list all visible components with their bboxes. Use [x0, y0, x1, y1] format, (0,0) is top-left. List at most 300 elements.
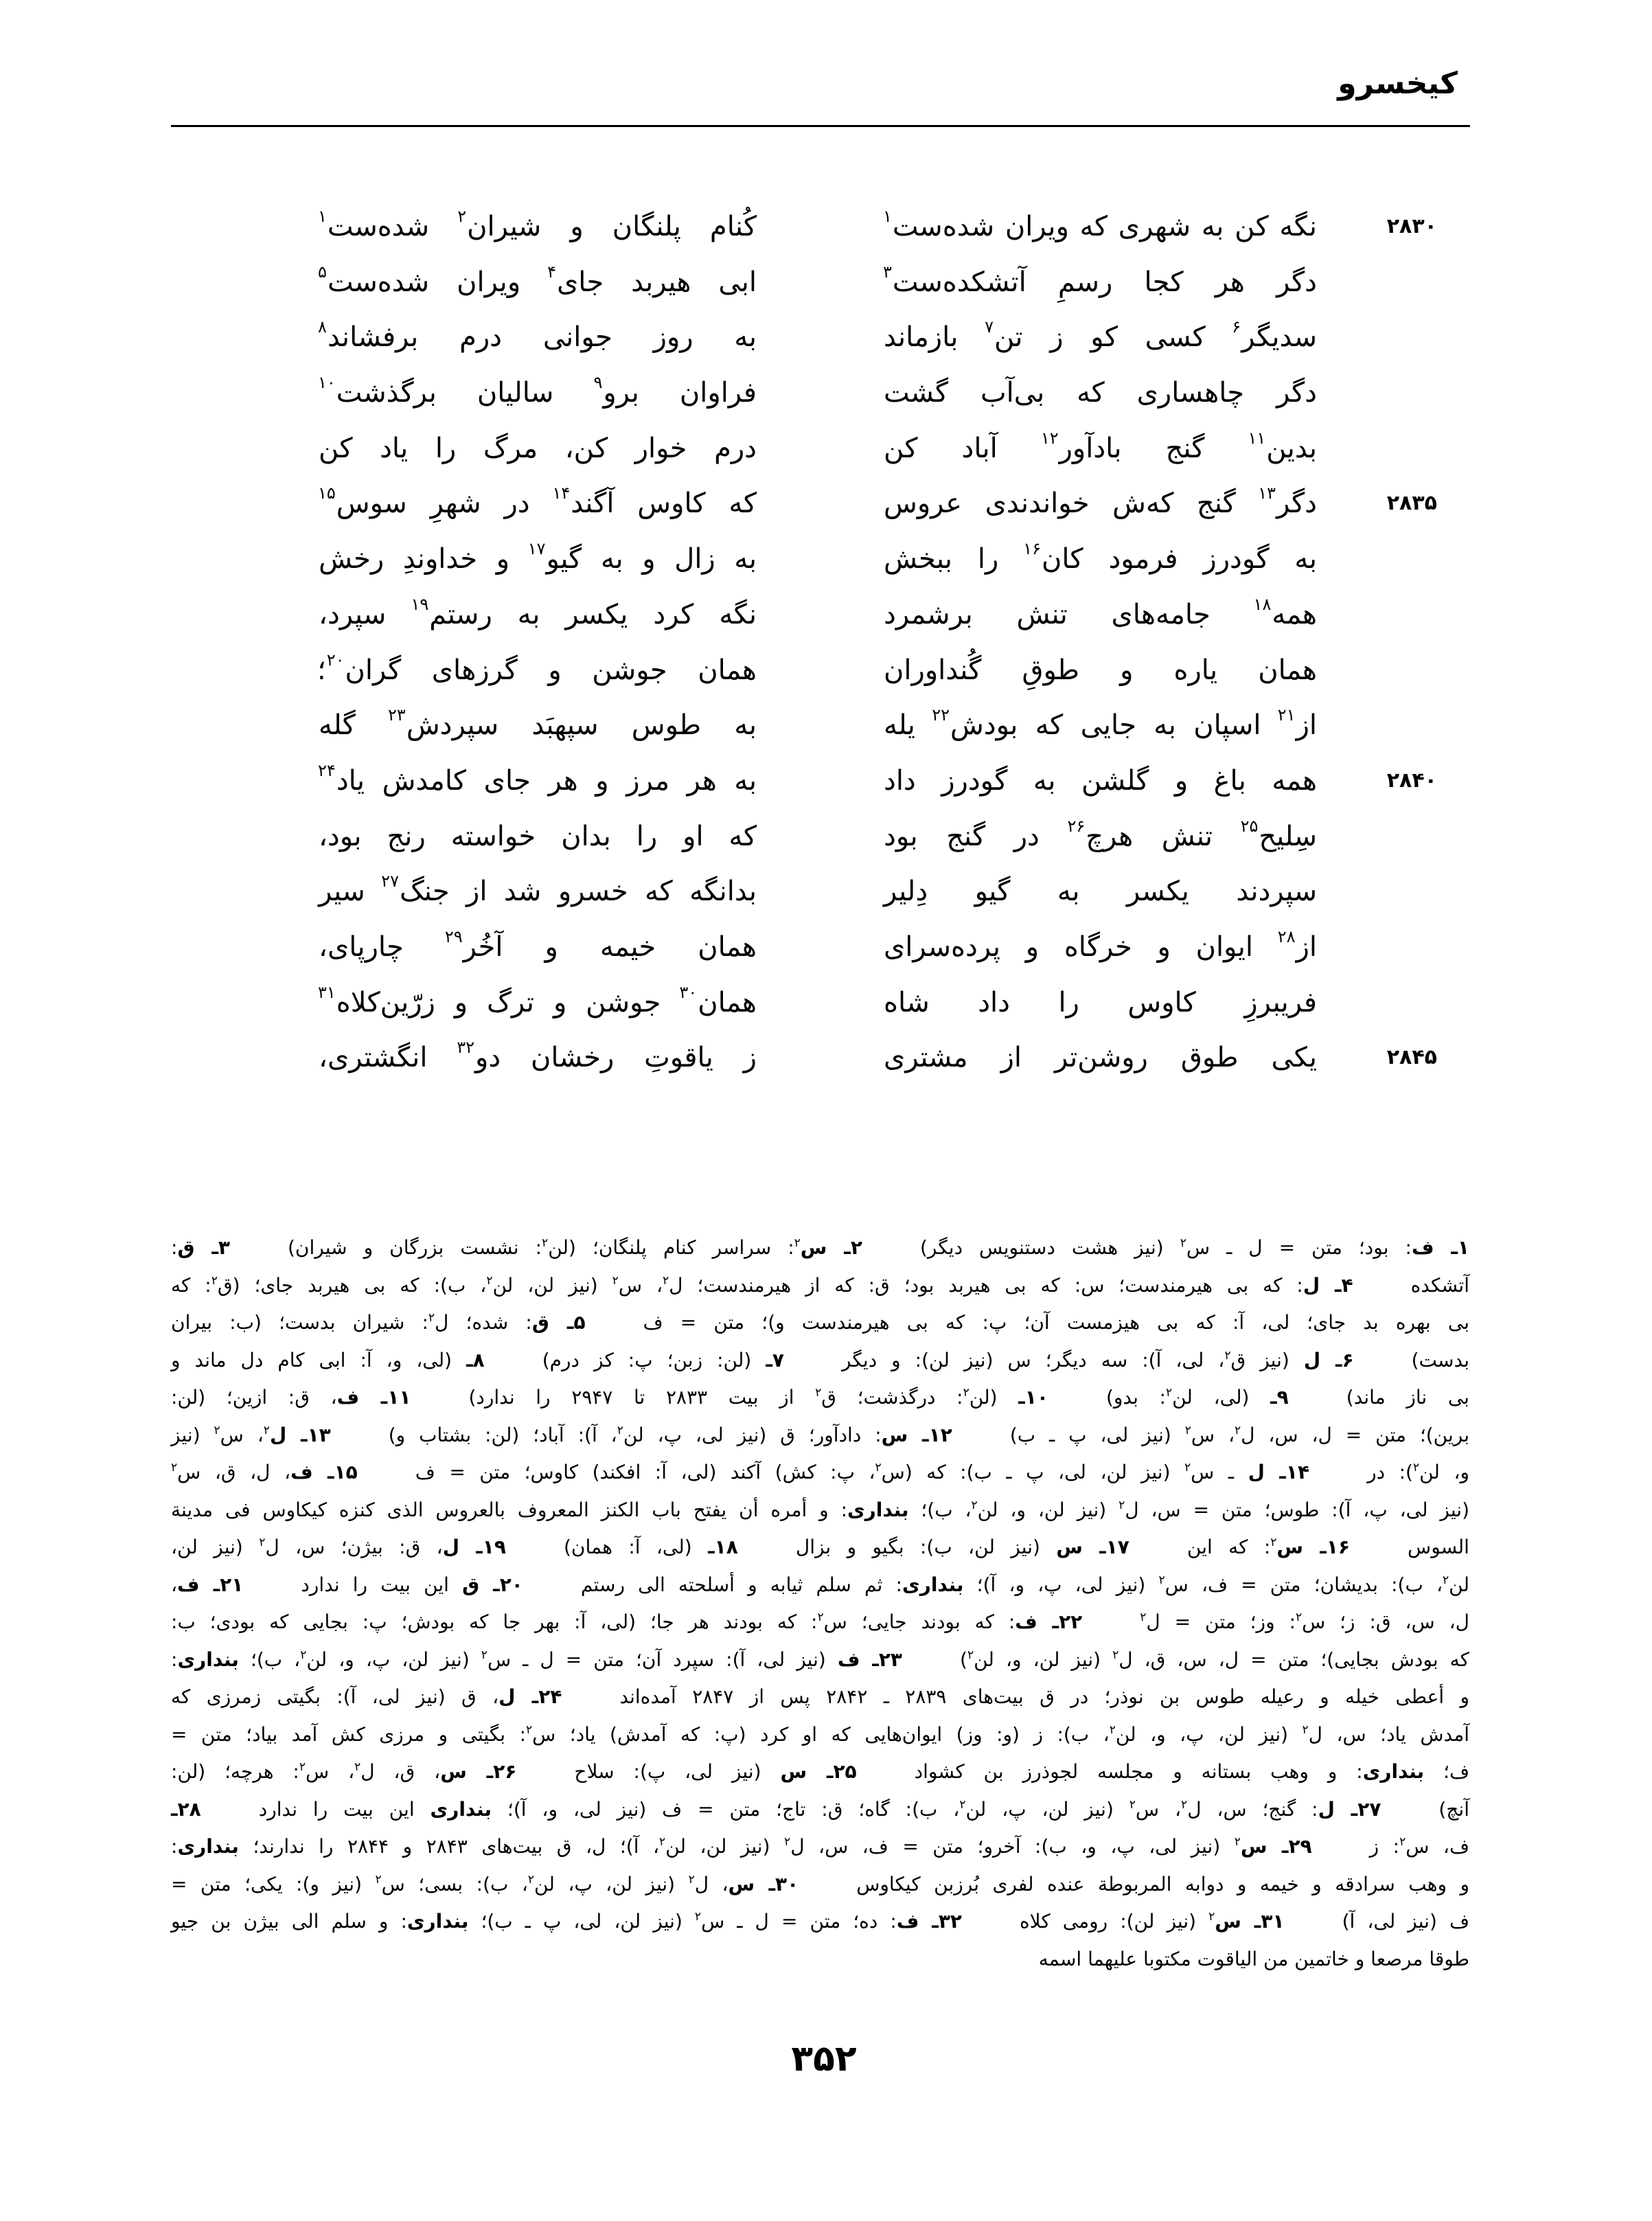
verse-word: [1144, 310, 1206, 369]
word-text: یاره: [1173, 654, 1218, 686]
footnote-segment: (نیز و): یکی؛ متن =: [171, 1872, 376, 1895]
footnote-marker: ۲۵: [1240, 816, 1259, 836]
verse-word: [882, 698, 915, 757]
word-text: کاوس: [637, 488, 706, 520]
verse-word: [733, 698, 757, 757]
footnote-segment: (لی، لن: [1172, 1386, 1271, 1409]
word-text: رستم: [429, 598, 492, 630]
verse-word: [378, 421, 408, 480]
footnote-segment: ۱۷ـ س: [1056, 1536, 1129, 1558]
verse-word: [1277, 920, 1317, 979]
footnote-segment: ۲: [211, 1273, 218, 1288]
footnote-segment: این بیت را ندارد: [200, 1797, 431, 1821]
verse-word: [718, 587, 757, 646]
footnote-segment: (نیز لن، و، لن: [977, 1498, 1119, 1521]
footnote-segment: ۲: [967, 1648, 974, 1662]
footnote-line: [171, 1229, 1469, 1267]
word-text: را: [636, 820, 658, 852]
second-hemistich: [317, 365, 757, 421]
footnote-segment: ۲: [688, 1872, 695, 1887]
verse-word: [1160, 809, 1213, 868]
word-text: و: [1120, 654, 1134, 686]
footnote-segment: ۲: [694, 1910, 702, 1924]
footnote-segment: ، ب): بدیشان؛ متن = ف، س: [1165, 1573, 1443, 1596]
footnote-segment: ۳۰ـ س: [728, 1872, 799, 1895]
word-text: کان: [1041, 543, 1083, 576]
word-text: تنش: [1016, 598, 1068, 630]
footnote-line: [171, 1641, 1469, 1679]
first-hemistich: [882, 587, 1317, 643]
footnote-segment: : که بودند هر جا؛ (لی، آ: بهر جا که بودش؛ پ: بجایی که بودی؛ ب:: [171, 1610, 818, 1633]
verse-word: [1165, 421, 1205, 480]
verse-word: [453, 975, 468, 1034]
word-text: فریبرزِ: [1244, 986, 1317, 1018]
word-text: گله: [319, 709, 356, 742]
word-text: سدیگر: [1241, 321, 1317, 354]
word-text: و: [1174, 764, 1189, 797]
verse-word: [1253, 587, 1317, 646]
footnote-segment: (لن: زبن؛ پ: کز درم): [484, 1348, 766, 1371]
verse-word: [495, 532, 509, 591]
second-hemistich: [317, 698, 757, 753]
footnote-segment: طوقا مرصعا و خاتمین من الیاقوت مکتوبا علیهما اسمه: [1038, 1947, 1469, 1970]
footnote-segment: (نیز لن، لن: [492, 1273, 612, 1297]
footnote-segment: (نیز لن، ب): بگیو و بزال: [737, 1536, 1057, 1558]
footnote-segment: ۲: [817, 1610, 824, 1624]
word-text: که: [1035, 709, 1064, 742]
footnote-segment: ۲: [1129, 1797, 1136, 1812]
verse-word: [1024, 920, 1039, 979]
footnote-marker: ۱: [883, 207, 892, 226]
footnote-segment: ۲: [1112, 1648, 1119, 1662]
first-hemistich: [882, 365, 1317, 421]
footnote-marker: ۱۰: [318, 373, 336, 393]
verse-word: [590, 643, 667, 702]
verse-word: [584, 975, 661, 1034]
word-text: شیران: [467, 211, 542, 242]
footnote-segment: ۳۱ـ س: [1215, 1910, 1285, 1933]
footnote-segment: [1082, 1610, 1140, 1633]
footnote-marker: ۱۷: [527, 539, 546, 559]
first-hemistich: [882, 698, 1317, 753]
verse-word: [643, 864, 673, 923]
footnote-segment: ۹ـ: [1270, 1386, 1289, 1409]
verse-word: [728, 476, 757, 535]
word-text: داد: [884, 764, 916, 797]
footnote-segment: ۲: [1158, 1573, 1165, 1587]
footnote-segment: ف؛: [1424, 1760, 1470, 1783]
verse-word: [594, 753, 608, 812]
footnote-line: [171, 1529, 1469, 1567]
verse-word: [530, 698, 598, 757]
word-text: درم: [714, 432, 757, 464]
verse-word: [455, 255, 520, 314]
verse-word: [945, 809, 985, 868]
word-text: بدانگه: [689, 876, 757, 908]
word-text: هیربد: [631, 266, 691, 298]
verse-word: [1125, 864, 1189, 923]
verse-row: [0, 421, 1652, 477]
footnote-marker: ۲۸: [1277, 926, 1296, 946]
footnote-marker: ۱۳: [1258, 483, 1276, 503]
word-text: طوق: [1180, 1042, 1239, 1074]
word-text: یکسر: [565, 598, 628, 630]
word-text: پرده‌سرای: [884, 931, 1000, 963]
verse-word: [984, 476, 1090, 535]
footnote-segment: (نیز لن، پ، لن: [534, 1872, 689, 1895]
second-hemistich: [317, 310, 757, 365]
verse-word: [542, 310, 612, 369]
word-text: دگر: [1276, 377, 1317, 409]
word-text: یله: [884, 709, 915, 742]
footnote-marker: ۱۱: [1248, 428, 1266, 448]
footnote-segment: (نیز لی، آ): سپرد آن؛ متن = ل ـ س: [487, 1648, 838, 1671]
verse-word: [317, 975, 435, 1034]
verse-word: [1048, 310, 1063, 369]
footnote-segment: ، ب)؛: [238, 1648, 301, 1671]
footnote-segment: ۲: [1140, 1610, 1147, 1624]
word-text: همان: [698, 654, 757, 686]
footnote-segment: : درگذشت؛ ق: [821, 1386, 963, 1409]
word-text: سالیان: [477, 377, 554, 409]
footnote-segment: بنداری: [177, 1835, 239, 1858]
footnote-segment: و أعطی خیله و رعیله طوس بن نوذر؛ در ق بیت‌های ۲۸۳۹ ـ ۲۸۴۲ پس از ۲۸۴۷ آمده‌اند: [562, 1685, 1470, 1708]
word-text: رسمِ: [1057, 266, 1113, 298]
word-text: رخشان: [530, 1042, 615, 1074]
verse-word: [317, 864, 365, 923]
footnote-segment: (نیز لن، پ، لن: [965, 1797, 1129, 1821]
verse-word: [1089, 310, 1118, 369]
footnote-segment: ): در: [1309, 1461, 1413, 1483]
first-hemistich: [882, 643, 1317, 698]
verse-word: [1020, 643, 1079, 702]
verse-word: [381, 753, 466, 812]
footnote-segment: ، س: [618, 1273, 663, 1297]
footnote-segment: : دادآور؛ ق (نیز لی، پ، لن: [623, 1423, 882, 1446]
verse-word: [1270, 753, 1317, 812]
word-text: همان: [698, 931, 757, 963]
verse-word: [882, 532, 952, 591]
footnote-segment: ۲: [354, 1760, 361, 1774]
word-text: به: [601, 543, 623, 576]
footnote-marker: ۱۲: [1040, 428, 1059, 448]
verse-word: [1057, 255, 1112, 314]
verse-row: [0, 698, 1652, 753]
verse-word: [457, 199, 541, 258]
verse-word: [564, 587, 628, 646]
word-text: برفشاند: [327, 321, 419, 354]
word-text: یاد: [336, 764, 365, 797]
verse-word: [569, 199, 583, 258]
footnote-segment: : بگیتی و مرزی کش آمد بیاد؛ متن =: [171, 1722, 527, 1746]
word-text: آباد: [961, 432, 998, 464]
footnote-segment: : و وهب بستانه و مجلسه لجوذرز بن کشواد: [856, 1760, 1363, 1783]
footnote-segment: : ز: [1311, 1835, 1400, 1858]
word-text: هرچ: [1086, 820, 1134, 852]
word-text: پلنگان: [612, 211, 681, 242]
verse-word: [678, 975, 757, 1034]
footnote-segment: ۲: [375, 1872, 382, 1887]
footnote-segment: بنداری: [177, 1648, 239, 1671]
verse-word: [611, 199, 681, 258]
footnote-marker: ۲: [457, 207, 467, 226]
footnote-marker: ۲۴: [318, 760, 336, 780]
footnote-line: [171, 1903, 1469, 1941]
verse-word: [503, 476, 529, 535]
first-hemistich: [882, 310, 1317, 365]
word-text: یکسر: [1126, 876, 1189, 908]
word-text: سِلیح: [1259, 820, 1317, 852]
word-text: نگه: [1279, 211, 1317, 242]
word-text: و: [595, 764, 609, 797]
word-text: را: [977, 543, 999, 576]
word-text: بی‌آب: [980, 377, 1045, 409]
footnote-segment: ۲۹ـ س: [1240, 1835, 1312, 1858]
page-number: ۳۵۲: [791, 2038, 857, 2080]
verse-word: [1143, 255, 1183, 314]
word-text: کو: [1090, 321, 1118, 354]
word-text: انگشتری،: [319, 1042, 428, 1074]
footnote-segment: ۱ـ ف: [1411, 1236, 1469, 1259]
footnote-segment: (نیز لن، لن: [665, 1835, 785, 1858]
footnote-segment: ۱۴ـ ل: [1248, 1461, 1310, 1483]
word-text: فرمود: [1108, 543, 1178, 576]
footnote-line: [171, 1304, 1469, 1342]
footnote-segment: ۲: [300, 1648, 307, 1662]
verse-row: [0, 365, 1652, 421]
verse-word: [1079, 199, 1108, 258]
verse-word: [1231, 310, 1317, 369]
footnote-marker: ۲۷: [381, 872, 399, 891]
verse-word: [652, 310, 693, 369]
word-text: خرگاه: [1064, 931, 1132, 963]
word-text: طوس: [631, 709, 702, 742]
word-text: ویران: [1005, 211, 1069, 242]
verse-word: [882, 587, 973, 646]
word-text: شهرِ: [430, 488, 481, 520]
verse-word: [317, 643, 401, 702]
first-hemistich: [882, 421, 1317, 477]
second-hemistich: [317, 975, 757, 1031]
footnote-segment: ۲: [299, 1760, 306, 1774]
word-text: و: [548, 654, 562, 686]
footnote-segment: : وز؛ متن = ل: [1146, 1610, 1296, 1633]
word-text: و: [1025, 931, 1040, 963]
footnote-marker: ۱۸: [1253, 594, 1272, 614]
word-text: کن: [319, 432, 353, 464]
verse-word: [1214, 255, 1245, 314]
verse-word: [1152, 698, 1176, 757]
word-text: را: [435, 432, 457, 464]
footnote-segment: ، س: [306, 1760, 355, 1783]
footnote-marker: ۲۱: [1277, 705, 1296, 725]
footnote-line: [171, 1866, 1469, 1904]
footnote-line: [171, 1267, 1469, 1305]
footnote-segment: ، ل، ق، س: [177, 1461, 291, 1483]
verse-word: [1195, 920, 1253, 979]
verse-word: [317, 532, 384, 591]
verse-word: [483, 753, 531, 812]
verse-word: [688, 864, 757, 923]
footnote-line: [171, 1604, 1469, 1641]
verse-word: [636, 476, 705, 535]
word-text: دِلیر: [884, 876, 928, 908]
word-text: به: [734, 709, 757, 742]
word-text: سوس: [336, 488, 407, 520]
footnote-segment: ـ س: [1191, 1461, 1248, 1483]
word-text: بود،: [319, 820, 362, 852]
word-text: کن،: [564, 432, 608, 464]
footnote-segment: و، لن: [1419, 1461, 1470, 1483]
footnote-segment: ۲: [1109, 1722, 1116, 1737]
footnote-segment: ۲: [1224, 1348, 1231, 1363]
word-punctuation: ؛: [317, 654, 326, 686]
footnote-segment: ۱۳ـ ل: [269, 1423, 331, 1446]
footnote-segment: : نشست بزرگان و شیران): [230, 1236, 542, 1259]
verse-word: [1053, 1030, 1148, 1089]
footnote-segment: (نیز لن، لی، پ ـ ب)؛: [468, 1910, 695, 1933]
word-text: اسپان: [1193, 709, 1261, 742]
word-text: سپردند: [1236, 876, 1317, 908]
verse-block: [0, 199, 1652, 1086]
footnote-segment: ۲: [963, 1386, 970, 1400]
verse-word: [1016, 587, 1068, 646]
verse-word: [1156, 920, 1171, 979]
first-hemistich: [882, 975, 1317, 1031]
verse-word: [673, 532, 715, 591]
verse-row: [0, 920, 1652, 975]
footnote-segment: ۲: [1181, 1797, 1188, 1812]
word-text: بودش: [950, 709, 1018, 742]
verse-word: [984, 310, 1022, 369]
second-hemistich: [317, 643, 757, 698]
word-text: سپردش: [406, 709, 499, 742]
verse-number: ۲۸۳۰: [1386, 214, 1437, 238]
footnote-segment: : بود؛ متن = ل ـ س: [1186, 1236, 1412, 1259]
second-hemistich: [317, 753, 757, 809]
first-hemistich: [882, 255, 1317, 310]
verse-word: [317, 310, 418, 369]
footnote-marker: ۷: [985, 317, 994, 337]
footnote-segment: ، ب): که بی هیربد جای؛ (ق: [217, 1273, 487, 1297]
footnote-segment: ۲۷ـ ل: [1318, 1797, 1381, 1821]
word-text: هر: [548, 764, 578, 797]
word-text: به: [734, 764, 757, 797]
verse-word: [317, 753, 365, 812]
footnote-marker: ۲۰: [326, 650, 345, 670]
footnote-segment: و وهب سرادقه و خیمه و دوابه المربوطة عنده لفری بُرزبن کیکاوس: [799, 1872, 1470, 1895]
verse-word: [678, 365, 757, 424]
word-text: دو: [475, 1042, 501, 1074]
verse-word: [410, 587, 492, 646]
footnote-segment: ۲: [1412, 1461, 1420, 1474]
verse-word: [1032, 753, 1056, 812]
word-text: کاوس: [1127, 986, 1196, 1018]
verse-word: [465, 864, 487, 923]
verse-word: [882, 310, 958, 369]
verse-word: [961, 421, 998, 480]
footnote-segment: ۲: [1302, 1722, 1309, 1737]
word-text: ببخش: [884, 543, 953, 576]
word-text: مشتری: [884, 1042, 968, 1074]
word-text: زرّین‌کلاه: [336, 986, 435, 1018]
word-text: زال: [674, 543, 715, 576]
footnote-line: [171, 1379, 1469, 1417]
word-text: گُنداوران: [884, 654, 982, 686]
footnote-segment: ۲: [214, 1423, 220, 1437]
footnote-segment: ۷ـ: [766, 1348, 784, 1371]
verse-word: [882, 753, 916, 812]
footnote-segment: ، س: [220, 1423, 264, 1446]
word-text: آتشکده‌ست: [892, 266, 1026, 298]
footnote-marker: ۴: [547, 262, 556, 282]
footnote-line: [171, 1791, 1469, 1829]
verse-number: ۲۸۴۰: [1386, 768, 1437, 793]
first-hemistich: [882, 476, 1317, 532]
word-text: از: [1296, 709, 1317, 742]
verse-word: [387, 698, 498, 757]
first-hemistich: [882, 532, 1317, 587]
footnote-segment: ۲: [481, 1648, 487, 1662]
word-text: کسی: [1145, 321, 1206, 354]
footnote-segment: (نیز لی، پ ـ ب): [952, 1423, 1185, 1446]
verse-word: [547, 753, 578, 812]
footnote-line: [171, 1342, 1469, 1380]
footnote-segment: ۲: [612, 1273, 619, 1288]
footnote-marker: ۶: [1232, 317, 1241, 337]
footnote-segment: :: [171, 1236, 178, 1259]
verse-word: [733, 753, 757, 812]
word-text: گشت: [884, 377, 949, 409]
verse-word: [709, 199, 757, 258]
footnote-segment: ۲: [1165, 1386, 1173, 1400]
verse-word: [380, 864, 449, 923]
verse-word: [552, 975, 566, 1034]
word-text: همه: [1272, 764, 1317, 797]
footnote-segment: (نیز لی، پ): سلاح: [516, 1760, 781, 1783]
verse-word: [544, 920, 558, 979]
footnote-line: [171, 1492, 1469, 1529]
word-text: شده‌ست: [892, 211, 995, 242]
footnote-marker: ۳۰: [679, 982, 698, 1002]
verse-word: [882, 864, 928, 923]
footnote-line: [171, 1454, 1469, 1492]
word-text: گنج: [1165, 432, 1205, 464]
word-text: رخش: [319, 543, 385, 576]
verse-word: [976, 975, 1010, 1034]
verse-word: [1022, 532, 1083, 591]
footnote-segment: :: [171, 1835, 178, 1858]
verse-word: [317, 199, 429, 258]
footnote-segment: ۲: [1234, 1835, 1241, 1849]
footnote-segment: ، ق، ل: [360, 1760, 441, 1783]
verse-word: [1040, 421, 1122, 480]
footnote-marker: ۹: [593, 373, 603, 393]
header-rule: [171, 125, 1470, 127]
word-text: خیمه: [599, 931, 656, 963]
verse-word: [560, 809, 611, 868]
word-text: آگند: [571, 488, 615, 520]
word-text: جامه‌های: [1111, 598, 1211, 630]
second-hemistich: [317, 864, 757, 920]
word-text: همان: [698, 986, 757, 1018]
footnote-segment: ۲: [875, 1461, 882, 1474]
word-text: درم: [459, 321, 502, 354]
word-text: در: [504, 488, 530, 520]
verse-word: [458, 310, 502, 369]
footnote-segment: ۵ـ ق: [531, 1311, 586, 1334]
verse-word: [696, 920, 757, 979]
